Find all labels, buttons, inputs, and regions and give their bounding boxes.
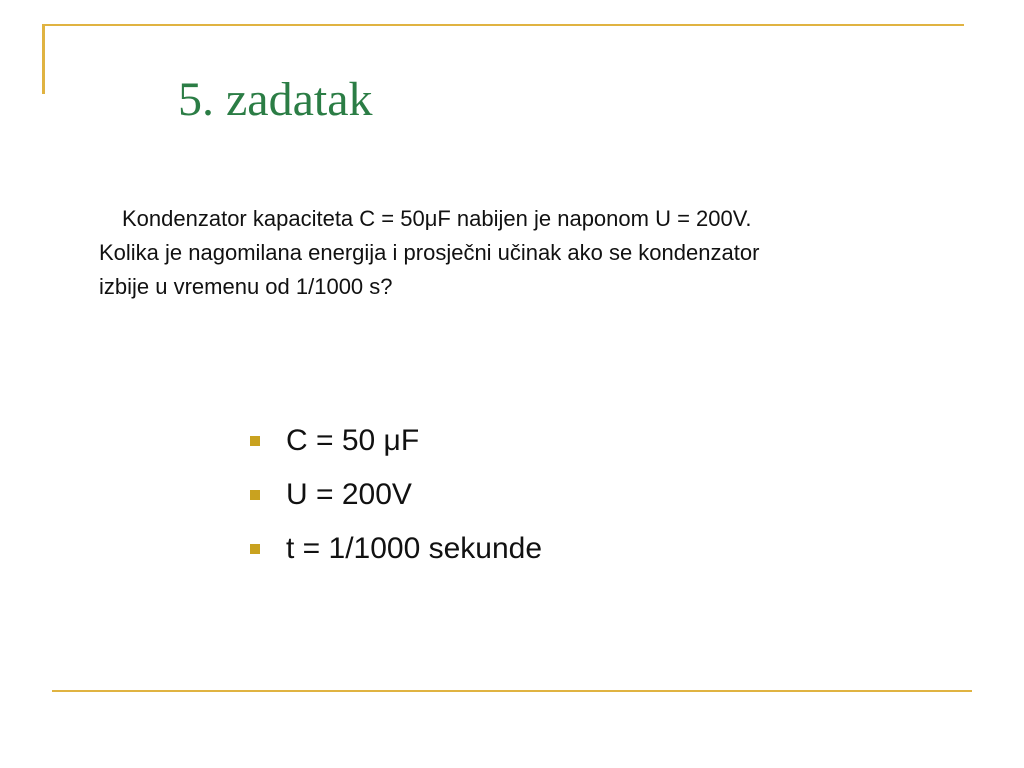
given-text: C = 50 μF (286, 424, 420, 457)
given-item-capacitance (250, 414, 542, 468)
square-bullet-icon (250, 544, 260, 554)
top-rule-decoration (42, 24, 964, 26)
square-bullet-icon (250, 490, 260, 500)
problem-line-1: Kondenzator kapaciteta C = 50μF nabijen je naponom U = 200V. (122, 206, 752, 231)
left-rule-decoration (42, 24, 45, 94)
given-item-voltage (250, 468, 542, 522)
bottom-rule-decoration (52, 690, 972, 692)
given-item-time (250, 522, 542, 576)
problem-line-2: Kolika je nagomilana energija i prosječni učinak ako se kondenzator (99, 240, 760, 265)
givens-list (250, 414, 542, 576)
given-text: U = 200V (286, 478, 412, 511)
problem-line-3: izbije u vremenu od 1/1000 s? (99, 274, 393, 299)
square-bullet-icon (250, 436, 260, 446)
slide-title: 5. zadatak (178, 73, 373, 126)
given-text: t = 1/1000 sekunde (286, 532, 543, 565)
problem-statement (99, 202, 929, 304)
